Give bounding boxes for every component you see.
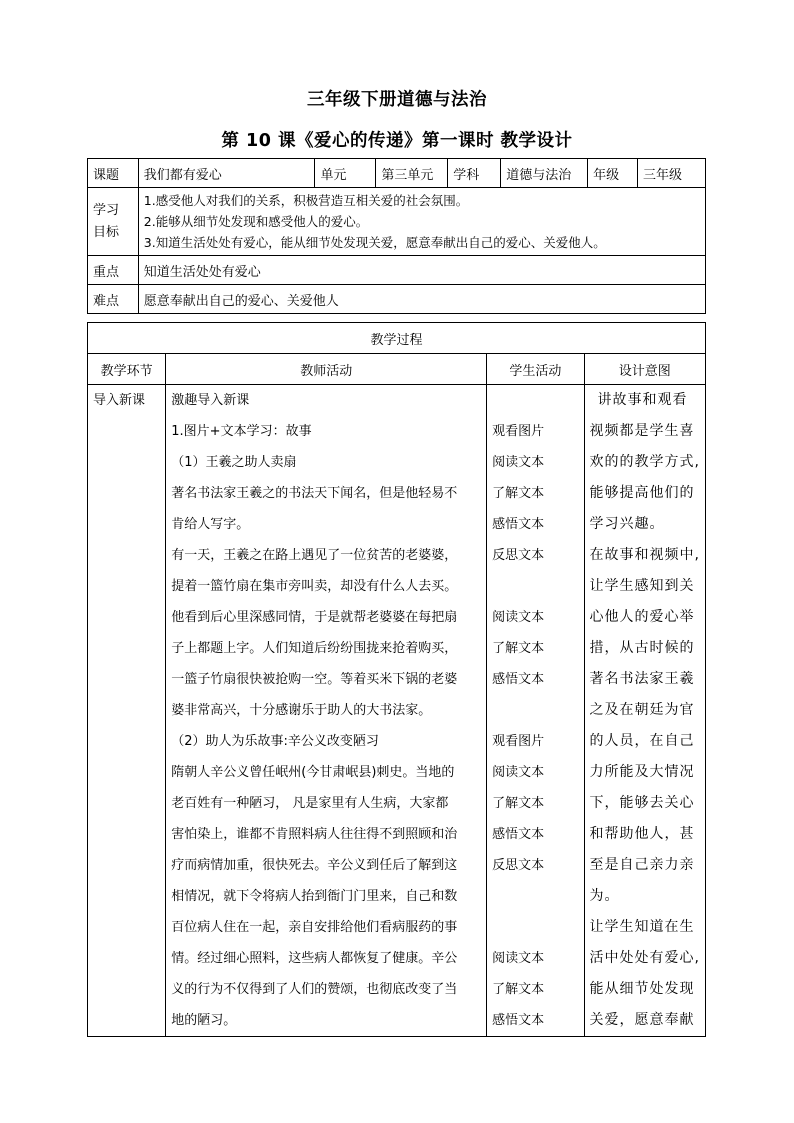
col-teacher-header: 教师活动: [166, 354, 487, 385]
goal-item: 2.能够从细节处发现和感受他人的爱心。: [143, 214, 369, 229]
col-student-header: 学生活动: [487, 354, 584, 385]
teacher-activity-line: 1.图片+文本学习：故事: [171, 424, 312, 439]
design-intent-line: 下，能够去关心: [589, 795, 695, 811]
topic-row: [88, 159, 706, 188]
teacher-activity-line: 提着一篮竹扇在集市旁叫卖，却没有什么人去买。: [171, 579, 458, 594]
design-intent-line: 视频都是学生喜: [589, 423, 695, 439]
design-intent-line: 活中处处有爱心,: [589, 950, 700, 966]
teacher-activity-line: 激趣导入新课: [171, 393, 250, 408]
student-activity-line: 感悟文本: [492, 517, 545, 532]
teacher-activity-line: 地的陋习。: [171, 1013, 237, 1028]
difficulty-row: [88, 285, 706, 314]
goals-row: [88, 188, 706, 256]
teacher-activity-line: 肯给人写字。: [171, 517, 250, 532]
teacher-activity-line: 有一天，王羲之在路上遇见了一位贫苦的老婆婆，: [171, 548, 458, 563]
goal-item: 3.知道生活处处有爱心，能从细节处发现关爱，愿意奉献出自己的爱心、关爱他人。: [143, 235, 606, 250]
teacher-activity-line: 情。经过细心照料，这些病人都恢复了健康。辛公: [171, 951, 458, 966]
teacher-activity-line: 百位病人住在一起，亲自安排给他们看病服药的事: [171, 920, 458, 935]
teacher-activity-cell: [166, 385, 487, 1037]
unit-value: 第三单元: [376, 159, 448, 188]
unit-label: 单元: [315, 159, 376, 188]
design-intent-line: 的人员，在自己: [589, 733, 695, 749]
col-stage-header: 教学环节: [88, 354, 166, 385]
student-activity-line: 感悟文本: [492, 827, 545, 842]
student-activity-line: 感悟文本: [492, 672, 545, 687]
teacher-activity-line: 他看到后心里深感同情，于是就帮老婆婆在每把扇: [171, 610, 458, 625]
process-column-headers: [88, 354, 706, 385]
student-activity-line: 观看图片: [492, 734, 545, 749]
student-activity-line: 阅读文本: [492, 455, 545, 470]
design-intent-line: 力所能及大情况: [589, 764, 695, 780]
student-activity-line: 阅读文本: [492, 610, 545, 625]
design-intent-line: 为。: [589, 888, 620, 904]
student-activity-line: 观看图片: [492, 424, 545, 439]
key-point-value: 知道生活处处有爱心: [138, 256, 705, 285]
teacher-activity-line: 一篮子竹扇很快被抢购一空。等着买米下锅的老婆: [171, 672, 458, 687]
design-intent-line: 让学生知道在生: [589, 919, 695, 935]
teacher-activity-line: 隋朝人辛公义曾任岷州(今甘肃岷县)刺史。当地的: [171, 765, 455, 780]
design-intent-line: 能够提高他们的: [589, 485, 695, 501]
teacher-activity-line: 害怕染上，谁都不肯照料病人往往得不到照顾和治: [171, 827, 458, 842]
grade-value: 三年级: [638, 159, 706, 188]
student-activity-line: 了解文本: [492, 796, 545, 811]
design-intent-line: 措，从古时候的: [589, 640, 695, 656]
student-activity-line: [492, 571, 578, 602]
goals-content: [138, 188, 705, 256]
student-activity-line: 了解文本: [492, 982, 545, 997]
goals-label: [88, 188, 139, 256]
teaching-process-table: [87, 322, 706, 1037]
student-activity-line: 阅读文本: [492, 765, 545, 780]
teacher-activity-line: 疗而病情加重，很快死去。辛公义到任后了解到这: [171, 858, 458, 873]
topic-label: 课题: [88, 159, 139, 188]
document-subtitle: 第 10 课《爱心的传递》第一课时 教学设计: [221, 131, 573, 151]
subject-value: 道德与法治: [501, 159, 588, 188]
student-activity-line: 了解文本: [492, 486, 545, 501]
design-intent-line: 学习兴趣。: [589, 516, 665, 532]
student-activity-line: [492, 912, 578, 943]
goal-item: 1.感受他人对我们的关系，积极营造互相关爱的社会氛围。: [143, 193, 469, 208]
key-point-label: 重点: [88, 256, 139, 285]
difficulty-label: 难点: [88, 285, 139, 314]
design-intent-cell: [584, 385, 705, 1037]
goals-label-line: 学习: [93, 202, 120, 218]
design-intent-line: 和帮助他人，甚: [589, 826, 695, 842]
design-intent-line: 欢的的教学方式,: [589, 454, 700, 470]
difficulty-value: 愿意奉献出自己的爱心、关爱他人: [138, 285, 705, 314]
student-activity-cell: [487, 385, 584, 1037]
teacher-activity-line: 子上都题上字。人们知道后纷纷围拢来抢着购买，: [171, 641, 458, 656]
teacher-activity-line: 义的行为不仅得到了人们的赞颂，也彻底改变了当: [171, 982, 458, 997]
stage-label: 导入新课: [93, 393, 146, 408]
design-intent-line: 心他人的爱心举: [589, 609, 695, 625]
design-intent-line: 能从细节处发现: [589, 981, 695, 997]
design-intent-line: 著名书法家王羲: [589, 671, 695, 687]
student-activity-line: 阅读文本: [492, 951, 545, 966]
col-intent-header: 设计意图: [584, 354, 705, 385]
student-activity-line: [492, 385, 578, 416]
student-activity-line: [492, 695, 578, 726]
teacher-activity-line: 婆非常高兴，十分感谢乐于助人的大书法家。: [171, 703, 432, 718]
key-point-row: [88, 256, 706, 285]
process-header: 教学过程: [88, 323, 706, 354]
design-intent-line: 至是自己亲力亲: [589, 857, 695, 873]
grade-label: 年级: [588, 159, 638, 188]
student-activity-line: [492, 881, 578, 912]
teacher-activity-line: 相情况，就下令将病人抬到衙门门里来，自己和数: [171, 889, 458, 904]
subject-label: 学科: [448, 159, 501, 188]
topic-value: 我们都有爱心: [138, 159, 315, 188]
design-intent-line: 关爱，愿意奉献: [589, 1012, 695, 1028]
teacher-activity-line: 老百姓有一种陋习， 凡是家里有人生病，大家都: [171, 796, 449, 811]
design-intent-line: 之及在朝廷为官: [589, 702, 695, 718]
process-row-intro: [88, 385, 706, 1037]
teacher-activity-line: 著名书法家王羲之的书法天下闻名，但是他轻易不: [171, 486, 458, 501]
teacher-activity-line: （1）王羲之助人卖扇: [171, 455, 297, 470]
design-intent-line: 讲故事和观看: [597, 392, 688, 408]
student-activity-line: 反思文本: [492, 548, 545, 563]
design-intent-line: 让学生感知到关: [589, 578, 695, 594]
student-activity-line: 了解文本: [492, 641, 545, 656]
goals-label-line: 目标: [93, 224, 120, 240]
student-activity-line: 反思文本: [492, 858, 545, 873]
lesson-info-table: [87, 158, 706, 314]
document-title: 三年级下册道德与法治: [307, 90, 487, 110]
stage-cell: [88, 385, 166, 1037]
teacher-activity-line: （2）助人为乐故事:辛公义改变陋习: [171, 734, 379, 749]
design-intent-line: 在故事和视频中,: [589, 547, 700, 563]
student-activity-line: 感悟文本: [492, 1013, 545, 1028]
